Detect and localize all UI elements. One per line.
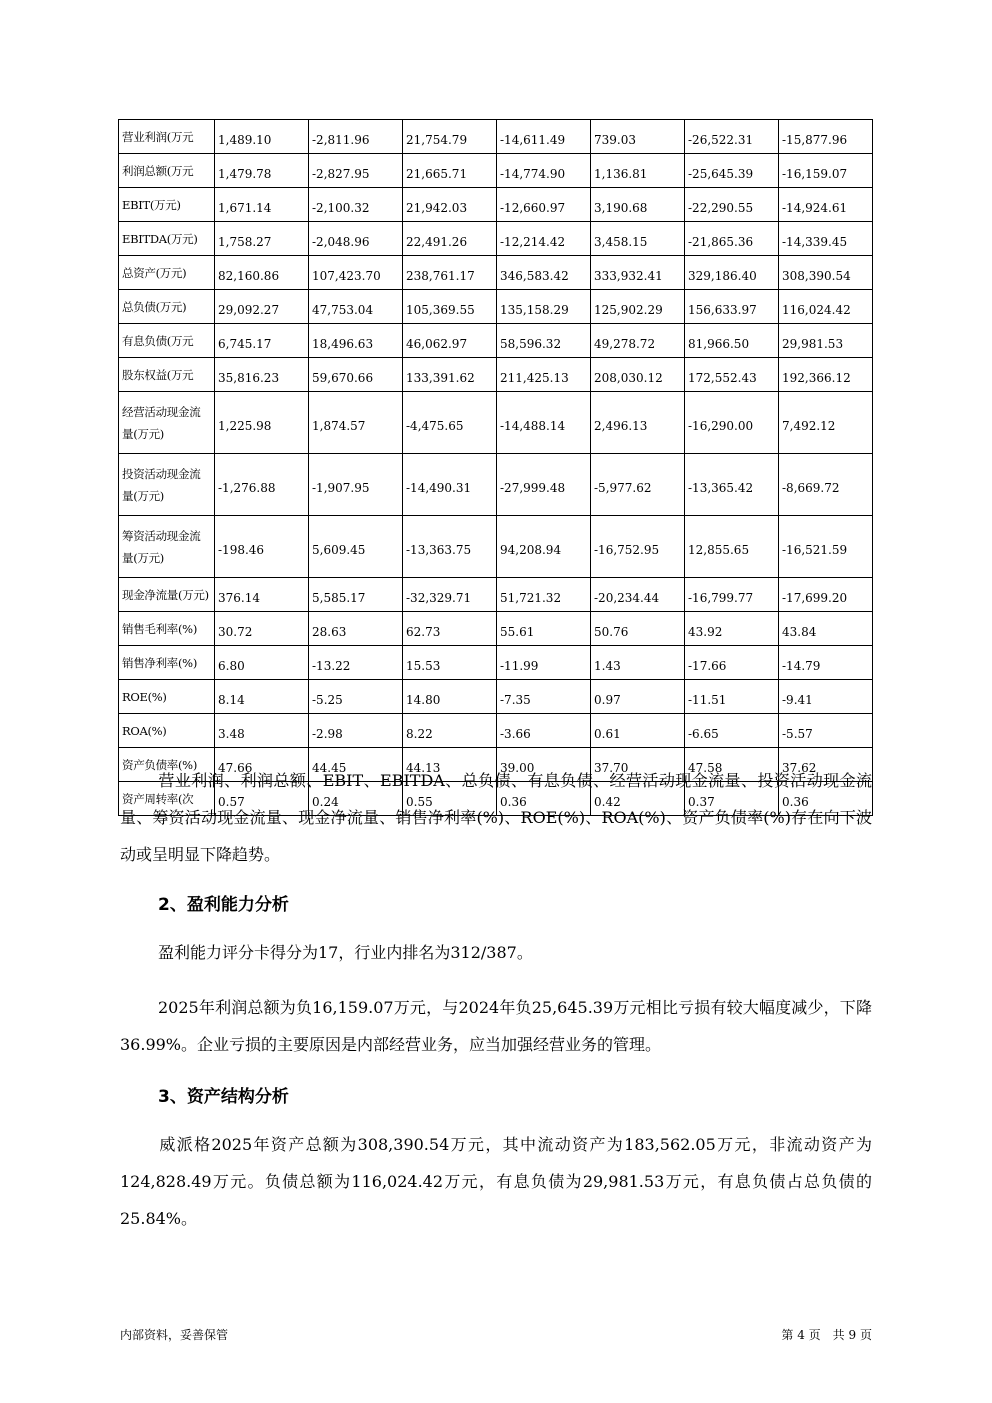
table-cell: 0.55 — [403, 782, 497, 816]
table-row — [119, 120, 873, 154]
table-cell: 105,369.55 — [403, 290, 497, 324]
table-row — [119, 578, 873, 612]
table-cell: -9.41 — [779, 680, 873, 714]
table-cell: -1,907.95 — [309, 454, 403, 516]
table-row — [119, 646, 873, 680]
table-cell: 37.62 — [779, 748, 873, 782]
table-cell: 125,902.29 — [591, 290, 685, 324]
row-label: 有息负债(万元 — [119, 324, 215, 358]
table-cell: -3.66 — [497, 714, 591, 748]
table-cell: -14,924.61 — [779, 188, 873, 222]
table-cell: -25,645.39 — [685, 154, 779, 188]
table-cell: 51,721.32 — [497, 578, 591, 612]
table-cell: -12,660.97 — [497, 188, 591, 222]
table-cell: 135,158.29 — [497, 290, 591, 324]
table-cell: -16,159.07 — [779, 154, 873, 188]
table-cell: 739.03 — [591, 120, 685, 154]
table-cell: 329,186.40 — [685, 256, 779, 290]
row-label: ROE(%) — [119, 680, 215, 714]
row-label: ROA(%) — [119, 714, 215, 748]
row-label: 资产周转率(次 — [119, 782, 215, 816]
table-cell: 0.57 — [215, 782, 309, 816]
table-cell: -11.51 — [685, 680, 779, 714]
table-cell: -12,214.42 — [497, 222, 591, 256]
row-label: 资产负债率(%) — [119, 748, 215, 782]
table-cell: -13,365.42 — [685, 454, 779, 516]
table-cell: -2.98 — [309, 714, 403, 748]
table-cell: 1,874.57 — [309, 392, 403, 454]
table-cell: -13,363.75 — [403, 516, 497, 578]
table-cell: 1,225.98 — [215, 392, 309, 454]
table-cell: -14,488.14 — [497, 392, 591, 454]
row-label: 投资活动现金流量(万元) — [119, 454, 215, 516]
table-cell: 5,585.17 — [309, 578, 403, 612]
row-label: EBIT(万元) — [119, 188, 215, 222]
table-cell: -16,752.95 — [591, 516, 685, 578]
table-cell: 3.48 — [215, 714, 309, 748]
row-label: 筹资活动现金流量(万元) — [119, 516, 215, 578]
table-cell: 46,062.97 — [403, 324, 497, 358]
table-row — [119, 516, 873, 578]
table-cell: 94,208.94 — [497, 516, 591, 578]
table-cell: 107,423.70 — [309, 256, 403, 290]
table-cell: 3,190.68 — [591, 188, 685, 222]
table-cell: 59,670.66 — [309, 358, 403, 392]
row-label: 总资产(万元) — [119, 256, 215, 290]
table-cell: -27,999.48 — [497, 454, 591, 516]
row-label: 销售毛利率(%) — [119, 612, 215, 646]
table-cell: 2,496.13 — [591, 392, 685, 454]
table-cell: 5,609.45 — [309, 516, 403, 578]
table-cell: -17,699.20 — [779, 578, 873, 612]
table-cell: 0.42 — [591, 782, 685, 816]
table-row — [119, 612, 873, 646]
table-cell: -16,521.59 — [779, 516, 873, 578]
table-cell: -14.79 — [779, 646, 873, 680]
row-label: 总负债(万元) — [119, 290, 215, 324]
table-cell: 308,390.54 — [779, 256, 873, 290]
table-cell: 28.63 — [309, 612, 403, 646]
table-row — [119, 714, 873, 748]
table-cell: -22,290.55 — [685, 188, 779, 222]
table-cell: -2,811.96 — [309, 120, 403, 154]
trend-paragraph: 营业利润、利润总额、EBIT、EBITDA、总负债、有息负债、经营活动现金流量、投资活动现金流量、筹资活动现金流量、现金净流量、销售净利率(%)、ROE(%)、ROA(%)、资产负债率(%)存在向下波动或呈明显下降趋势。 — [120, 771, 872, 864]
row-label: EBITDA(万元) — [119, 222, 215, 256]
table-cell: 172,552.43 — [685, 358, 779, 392]
financial-indicators-table — [118, 119, 873, 816]
table-cell: 50.76 — [591, 612, 685, 646]
table-cell: 55.61 — [497, 612, 591, 646]
table-cell: 0.24 — [309, 782, 403, 816]
table-cell: 47,753.04 — [309, 290, 403, 324]
table-cell: -1,276.88 — [215, 454, 309, 516]
table-cell: 6.80 — [215, 646, 309, 680]
table-cell: 1,136.81 — [591, 154, 685, 188]
row-label: 利润总额(万元 — [119, 154, 215, 188]
table-cell: -8,669.72 — [779, 454, 873, 516]
profit-paragraph: 2025年利润总额为负16,159.07万元，与2024年负25,645.39万元相比亏损有较大幅度减少，下降36.99%。企业亏损的主要原因是内部经营业务，应当加强经营业务的管理。 — [120, 998, 872, 1054]
table-cell: 333,932.41 — [591, 256, 685, 290]
table-cell: -5.25 — [309, 680, 403, 714]
table-cell: 22,491.26 — [403, 222, 497, 256]
table-cell: -13.22 — [309, 646, 403, 680]
table-cell: -14,774.90 — [497, 154, 591, 188]
table-cell: -7.35 — [497, 680, 591, 714]
table-cell: 39.00 — [497, 748, 591, 782]
table-row — [119, 290, 873, 324]
profitability-heading: 2、盈利能力分析 — [158, 895, 289, 915]
table-cell: -32,329.71 — [403, 578, 497, 612]
table-row — [119, 680, 873, 714]
table-cell: 0.97 — [591, 680, 685, 714]
table-cell: 7,492.12 — [779, 392, 873, 454]
table-cell: 8.22 — [403, 714, 497, 748]
table-row — [119, 324, 873, 358]
table-cell: -14,339.45 — [779, 222, 873, 256]
table-cell: 238,761.17 — [403, 256, 497, 290]
table-cell: 15.53 — [403, 646, 497, 680]
table-cell: 44.45 — [309, 748, 403, 782]
table-cell: 47.58 — [685, 748, 779, 782]
table-cell: 21,665.71 — [403, 154, 497, 188]
table-cell: 35,816.23 — [215, 358, 309, 392]
table-cell: -2,048.96 — [309, 222, 403, 256]
table-row — [119, 188, 873, 222]
table-row — [119, 154, 873, 188]
table-cell: 81,966.50 — [685, 324, 779, 358]
table-cell: 82,160.86 — [215, 256, 309, 290]
table-cell: -6.65 — [685, 714, 779, 748]
table-cell: -4,475.65 — [403, 392, 497, 454]
table-row — [119, 256, 873, 290]
table-cell: 1,489.10 — [215, 120, 309, 154]
row-label: 现金净流量(万元) — [119, 578, 215, 612]
table-cell: -14,490.31 — [403, 454, 497, 516]
table-cell: 346,583.42 — [497, 256, 591, 290]
table-cell: 0.36 — [497, 782, 591, 816]
table-cell: 211,425.13 — [497, 358, 591, 392]
table-cell: 12,855.65 — [685, 516, 779, 578]
table-cell: 6,745.17 — [215, 324, 309, 358]
table-cell: -5,977.62 — [591, 454, 685, 516]
table-cell: -26,522.31 — [685, 120, 779, 154]
table-cell: -2,827.95 — [309, 154, 403, 188]
row-label: 经营活动现金流量(万元) — [119, 392, 215, 454]
row-label: 销售净利率(%) — [119, 646, 215, 680]
table-cell: 62.73 — [403, 612, 497, 646]
table-cell: 0.37 — [685, 782, 779, 816]
table-cell: -16,799.77 — [685, 578, 779, 612]
table-row — [119, 358, 873, 392]
table-cell: -20,234.44 — [591, 578, 685, 612]
table-cell: 44.13 — [403, 748, 497, 782]
table-cell: 208,030.12 — [591, 358, 685, 392]
table-cell: -17.66 — [685, 646, 779, 680]
asset-structure-heading: 3、资产结构分析 — [158, 1087, 289, 1107]
table-cell: 58,596.32 — [497, 324, 591, 358]
score-paragraph: 盈利能力评分卡得分为17，行业内排名为312/387。 — [158, 943, 533, 962]
table-cell: 21,942.03 — [403, 188, 497, 222]
table-cell: 133,391.62 — [403, 358, 497, 392]
table-cell: -198.46 — [215, 516, 309, 578]
table-row — [119, 454, 873, 516]
table-cell: 3,458.15 — [591, 222, 685, 256]
table-cell: 18,496.63 — [309, 324, 403, 358]
table-cell: 0.36 — [779, 782, 873, 816]
table-cell: 192,366.12 — [779, 358, 873, 392]
table-cell: 1,479.78 — [215, 154, 309, 188]
table-cell: 47.66 — [215, 748, 309, 782]
table-cell: 1.43 — [591, 646, 685, 680]
table-cell: 156,633.97 — [685, 290, 779, 324]
table-cell: -11.99 — [497, 646, 591, 680]
table-row — [119, 392, 873, 454]
row-label: 股东权益(万元 — [119, 358, 215, 392]
table-cell: 1,671.14 — [215, 188, 309, 222]
table-cell: -21,865.36 — [685, 222, 779, 256]
table-cell: -14,611.49 — [497, 120, 591, 154]
table-row — [119, 222, 873, 256]
footer-page-number: 第 4 页 共 9 页 — [781, 1328, 872, 1342]
table-cell: 43.84 — [779, 612, 873, 646]
table-cell: 30.72 — [215, 612, 309, 646]
row-label: 营业利润(万元 — [119, 120, 215, 154]
table-cell: 37.70 — [591, 748, 685, 782]
table-cell: 0.61 — [591, 714, 685, 748]
table-cell: 29,981.53 — [779, 324, 873, 358]
footer-confidential: 内部资料，妥善保管 — [120, 1328, 229, 1342]
table-cell: 116,024.42 — [779, 290, 873, 324]
table-cell: -15,877.96 — [779, 120, 873, 154]
table-cell: 376.14 — [215, 578, 309, 612]
table-cell: 21,754.79 — [403, 120, 497, 154]
table-cell: 43.92 — [685, 612, 779, 646]
table-cell: -5.57 — [779, 714, 873, 748]
table-cell: -2,100.32 — [309, 188, 403, 222]
table-cell: 1,758.27 — [215, 222, 309, 256]
table-cell: 49,278.72 — [591, 324, 685, 358]
table-cell: 29,092.27 — [215, 290, 309, 324]
table-cell: 8.14 — [215, 680, 309, 714]
asset-paragraph: 威派格2025年资产总额为308,390.54万元，其中流动资产为183,562.05万元，非流动资产为124,828.49万元。负债总额为116,024.42万元，有息负债为29,981.53万元，有息负债占总负债的25.84%。 — [120, 1135, 872, 1228]
table-cell: 14.80 — [403, 680, 497, 714]
table-cell: -16,290.00 — [685, 392, 779, 454]
